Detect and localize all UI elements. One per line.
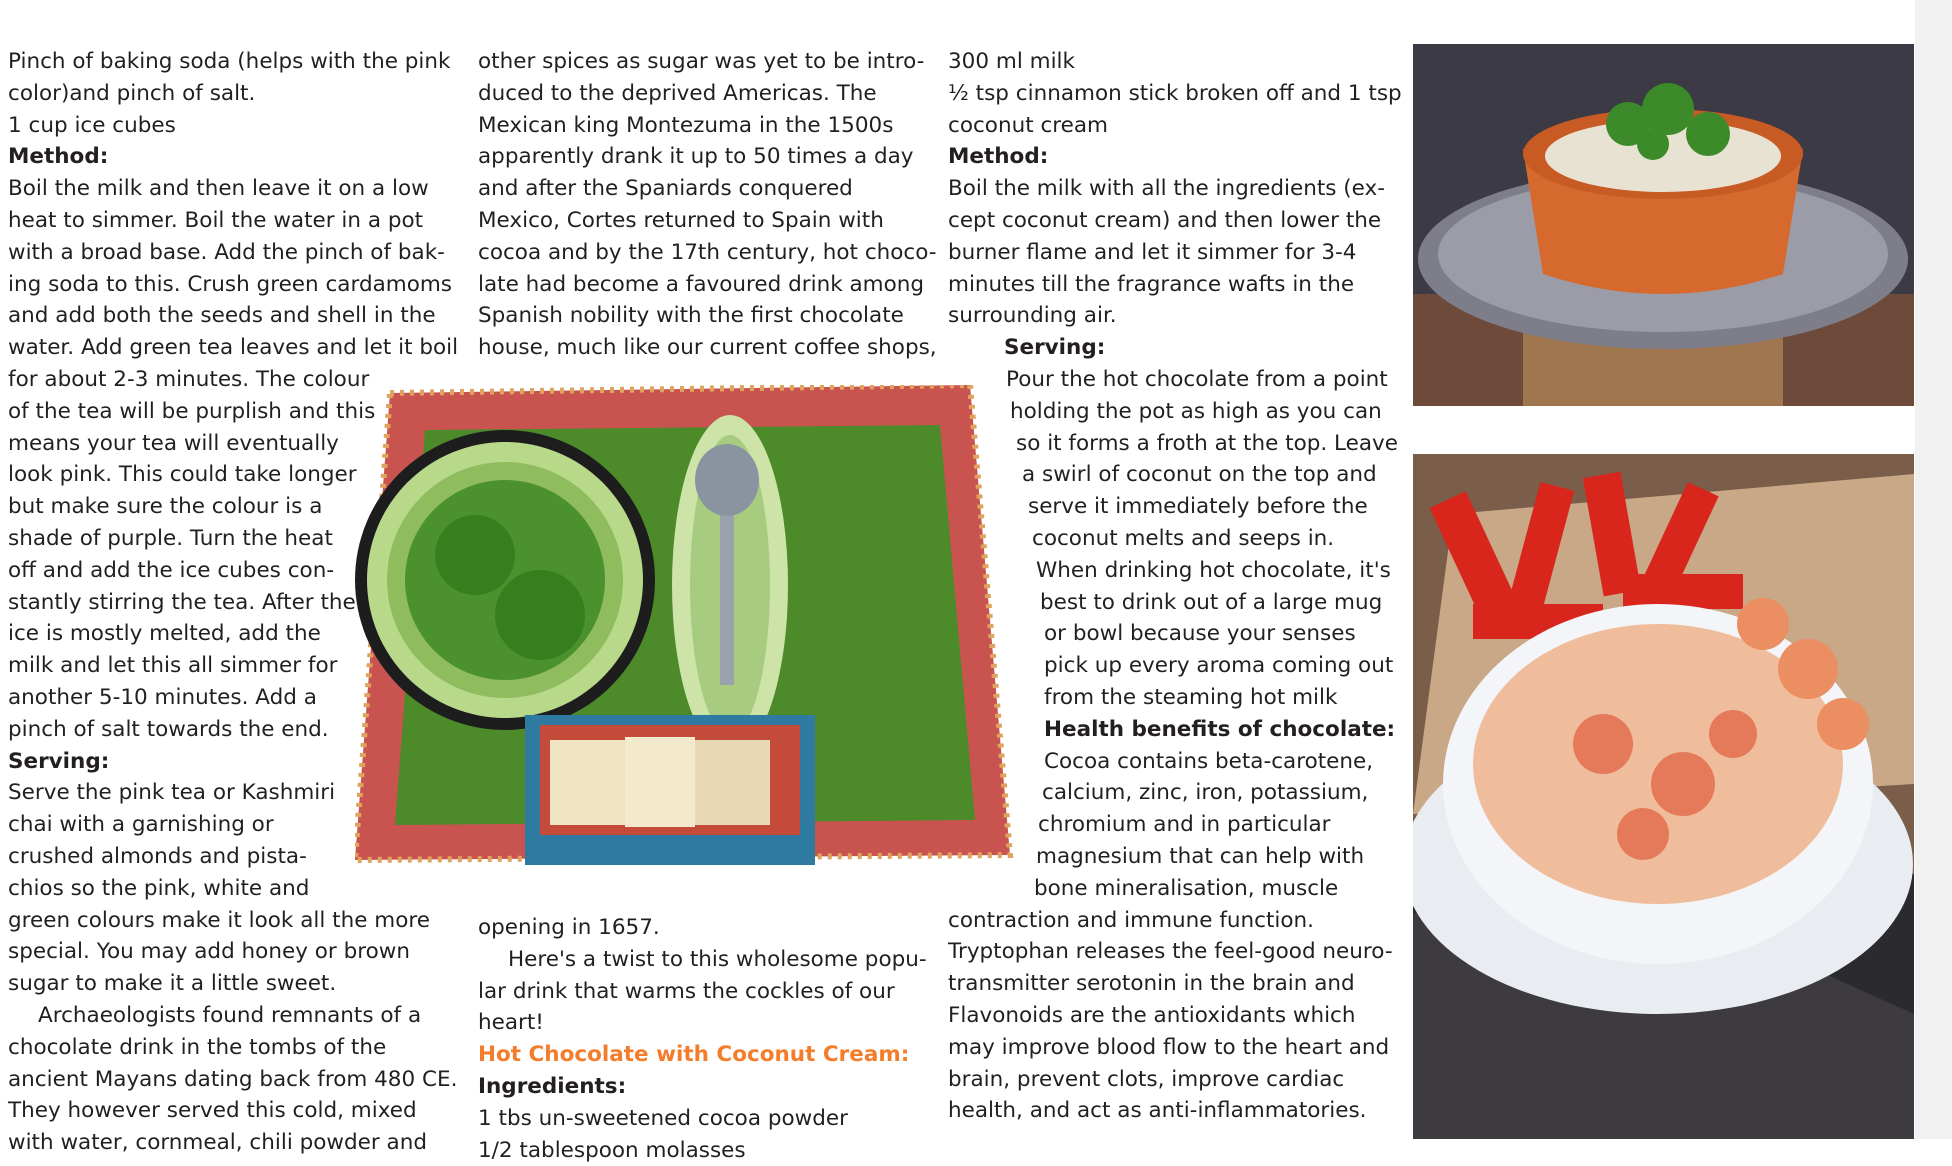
text-line: Tryptophan releases the feel-good neuro- [948, 939, 1393, 965]
text-line: heart! [478, 1010, 544, 1036]
text-line: ice is mostly melted, add the [8, 621, 321, 647]
page-top-margin [0, 0, 1915, 12]
text-line: and after the Spaniards conquered [478, 176, 853, 202]
text-line: cept coconut cream) and then lower the [948, 207, 1382, 233]
text-line: 1 tbs un-sweetened cocoa powder [478, 1105, 848, 1131]
text-line: 1/2 tablespoon molasses [478, 1137, 746, 1163]
text-line: burner flame and let it simmer for 3-4 [948, 239, 1357, 265]
text-line: house, much like our current coffee shops, [478, 335, 937, 361]
method-heading: Method: [948, 144, 1049, 170]
text-line: or bowl because your senses [1044, 621, 1356, 647]
text-line: Mexico, Cortes returned to Spain with [478, 207, 884, 233]
text-line: 300 ml milk [948, 49, 1075, 74]
text-line: magnesium that can help with [1036, 843, 1365, 869]
column-2-bottom [478, 912, 927, 1166]
text-line: Boil the milk and then leave it on a low [8, 176, 429, 202]
text-line: When drinking hot chocolate, it's [1036, 557, 1391, 583]
text-line: from the steaming hot milk [1044, 684, 1338, 710]
text-line: chromium and in particular [1038, 812, 1331, 838]
text-line: health, and act as anti-inflammatories. [948, 1098, 1367, 1124]
text-line: and add both the seeds and shell in the [8, 303, 436, 329]
serving-heading: Serving: [1004, 335, 1106, 361]
text-line: Pinch of baking soda (helps with the pink [8, 49, 451, 74]
text-line: Boil the milk with all the ingredients (ex- [948, 176, 1386, 202]
recipe-title: Hot Chocolate with Coconut Cream: [478, 1042, 910, 1068]
text-line: cocoa and by the 17th century, hot choco- [478, 239, 937, 265]
serving-heading: Serving: [8, 748, 110, 774]
column-2-top [478, 46, 937, 364]
text-line: Here's a twist to this wholesome popu- [508, 946, 927, 972]
prawn-soup-photo [1413, 454, 1914, 1139]
herb-plate [355, 430, 655, 730]
corn-dish [672, 415, 788, 755]
text-line: pinch of salt towards the end. [8, 716, 329, 742]
text-line: calcium, zinc, iron, potassium, [1042, 780, 1369, 806]
text-line: best to drink out of a large mug [1040, 589, 1383, 615]
ingredients-heading: Ingredients: [478, 1073, 627, 1099]
text-line: milk and let this all simmer for [8, 653, 338, 679]
text-line: transmitter serotonin in the brain and [948, 971, 1355, 997]
text-line: opening in 1657. [478, 915, 660, 940]
placemat-photo [355, 385, 1015, 870]
text-line: ½ tsp cinnamon stick broken off and 1 tsp [948, 80, 1402, 106]
page-right-margin [1915, 0, 1952, 1139]
text-line: a swirl of coconut on the top and [1022, 462, 1377, 488]
text-line: apparently drank it up to 50 times a day [478, 144, 914, 170]
text-line: for about 2-3 minutes. The colour [8, 366, 370, 392]
text-line: of the tea will be purplish and this [8, 398, 376, 424]
text-line: water. Add green tea leaves and let it boil [8, 335, 459, 361]
text-line: coconut cream [948, 112, 1109, 138]
text-line: serve it immediately before the [1028, 494, 1368, 520]
text-line: shade of purple. Turn the heat [8, 525, 333, 551]
text-line: stantly stirring the tea. After the [8, 589, 356, 615]
text-line: coconut melts and seeps in. [1032, 525, 1335, 551]
health-benefits-heading: Health benefits of chocolate: [1044, 716, 1396, 742]
text-line: Mexican king Montezuma in the 1500s [478, 112, 894, 138]
text-line: but make sure the colour is a [8, 494, 323, 520]
text-line: green colours make it look all the more [8, 907, 430, 933]
text-line: chai with a garnishing or [8, 812, 274, 838]
text-line: holding the pot as high as you can [1010, 398, 1382, 424]
text-line: so it forms a froth at the top. Leave [1016, 430, 1398, 456]
noodle-bowl-photo [1413, 44, 1914, 406]
text-line: Serve the pink tea or Kashmiri [8, 780, 336, 806]
text-line: pick up every aroma coming out [1044, 653, 1394, 679]
text-line: bone mineralisation, muscle [1034, 875, 1339, 901]
text-line: Flavonoids are the antioxidants which [948, 1002, 1356, 1028]
text-line: look pink. This could take longer [8, 462, 357, 488]
text-line: late had become a favoured drink among [478, 271, 925, 297]
text-line: Pour the hot chocolate from a point [1006, 366, 1388, 392]
text-line: with a broad base. Add the pinch of bak- [8, 239, 445, 265]
text-line: with water, cornmeal, chili powder and [8, 1130, 428, 1156]
column-3 [948, 46, 1402, 1127]
text-line: ancient Mayans dating back from 480 CE. [8, 1066, 458, 1092]
text-line: surrounding air. [948, 303, 1117, 329]
method-heading: Method: [8, 144, 109, 170]
text-line: minutes till the fragrance wafts in the [948, 271, 1355, 297]
text-line: contraction and immune function. [948, 907, 1315, 933]
text-line: color)and pinch of salt. [8, 80, 256, 106]
text-line: duced to the deprived Americas. The [478, 80, 877, 106]
text-line: Archaeologists found remnants of a [38, 1002, 422, 1028]
text-line: heat to simmer. Boil the water in a pot [8, 207, 424, 233]
text-line: lar drink that warms the cockles of our [478, 978, 895, 1004]
text-line: special. You may add honey or brown [8, 939, 410, 965]
bread-tray [525, 715, 815, 865]
text-line: ing soda to this. Crush green cardamoms [8, 271, 453, 297]
text-line: means your tea will eventually [8, 430, 339, 456]
text-line: chocolate drink in the tombs of the [8, 1034, 387, 1060]
text-line: brain, prevent clots, improve cardiac [948, 1066, 1345, 1092]
text-line: other spices as sugar was yet to be intro- [478, 49, 925, 74]
text-line: off and add the ice cubes con- [8, 557, 335, 583]
text-line: may improve blood flow to the heart and [948, 1034, 1390, 1060]
text-line: Spanish nobility with the first chocolate [478, 303, 904, 329]
text-line: another 5-10 minutes. Add a [8, 684, 317, 710]
text-line: sugar to make it a little sweet. [8, 971, 337, 997]
text-line: Cocoa contains beta-carotene, [1044, 748, 1374, 774]
text-line: chios so the pink, white and [8, 875, 310, 901]
text-line: 1 cup ice cubes [8, 112, 176, 138]
text-line: crushed almonds and pista- [8, 843, 307, 869]
text-line: They however served this cold, mixed [8, 1098, 417, 1124]
